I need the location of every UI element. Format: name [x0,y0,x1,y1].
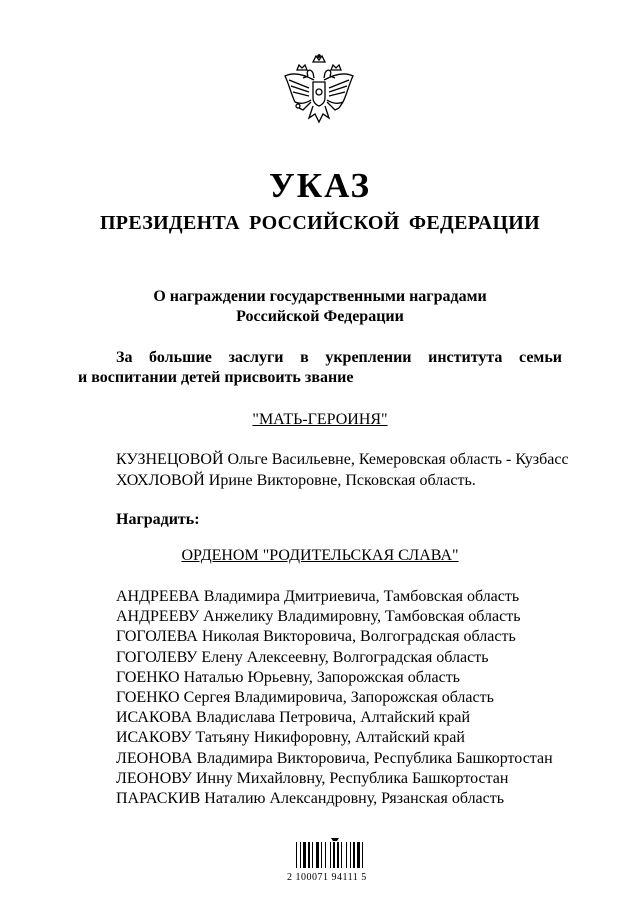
award-heading: Наградить: [116,511,200,528]
list-item: АНДРЕЕВА Владимира Дмитриевича, Тамбовская область [116,588,520,605]
document-title: УКАЗ [269,166,371,205]
barcode-icon [295,838,373,876]
list-item: ЛЕОНОВА Владимира Викторовича, Республика Башкортостан [116,749,553,767]
coat-of-arms-icon [281,54,357,138]
heroine-list [116,449,569,491]
list-item: ИСАКОВУ Татьяну Никифоровну, Алтайский край [116,729,465,747]
list-item: ИСАКОВА Владислава Петровича, Алтайский край [116,709,471,727]
intro-paragraph [78,348,562,388]
barcode-number: 2 100071 94111 5 [287,872,367,883]
order-title: ОРДЕНОМ "РОДИТЕЛЬСКАЯ СЛАВА" [181,547,459,564]
decree-subject-line: Российской Федерации [236,308,404,325]
honorary-title-heading [0,411,640,429]
list-item: КУЗНЕЦОВОЙ Ольге Васильевне, Кемеровская область - Кузбасс [116,451,569,468]
list-item: ГОГОЛЕВА Николая Викторовича, Волгоградская область [116,628,516,646]
list-item: ПАРАСКИВ Наталию Александровну, Рязанская область [116,790,505,808]
document-subtitle: ПРЕЗИДЕНТА РОССИЙСКОЙ ФЕДЕРАЦИИ [99,212,541,234]
list-item: ГОГОЛЕВУ Елену Алексеевну, Волгоградская область [116,648,489,666]
honorary-title: "МАТЬ-ГЕРОИНЯ" [252,411,388,428]
list-item: ХОХЛОВОЙ Ирине Викторовне, Псковская область. [116,472,476,489]
intro-line: и воспитании детей присвоить звание [78,369,354,386]
order-title-heading [0,547,640,565]
list-item: ЛЕОНОВУ Инну Михайловну, Республика Башкортостан [116,769,509,787]
list-item: ГОЕНКО Наталью Юрьевну, Запорожская область [116,668,460,686]
list-item: ГОЕНКО Сергея Владимировича, Запорожская область [116,689,494,707]
order-list [116,587,553,809]
intro-line: За большие заслуги в укреплении института семьи [116,349,562,366]
decree-subject [0,287,640,327]
list-item: АНДРЕЕВУ Анжелику Владимировну, Тамбовская область [116,608,521,626]
decree-subject-line: О награждении государственными наградами [153,288,487,305]
